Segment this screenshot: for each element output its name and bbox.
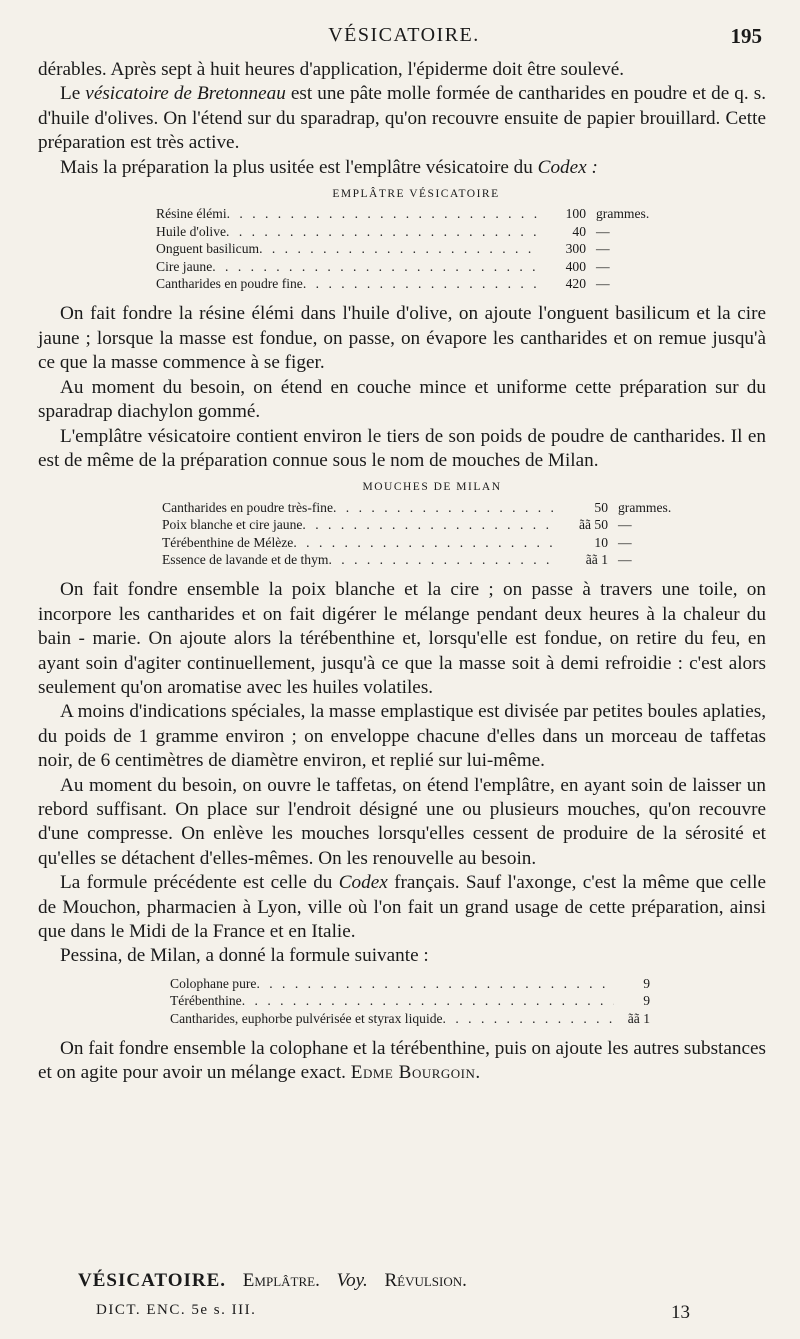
author-signature: Edme Bourgoin.: [350, 1062, 481, 1084]
recipe-title: MOUCHES DE MILAN: [362, 481, 502, 494]
text-run: Mais la préparation la plus usitée est l'emplâtre vésicatoire du: [60, 156, 538, 178]
ingredient-unit: —: [596, 258, 610, 274]
voy-link-label: Voy.: [336, 1270, 368, 1291]
leader-dots: [333, 499, 554, 516]
ingredient-name: Poix blanche et cire jaune: [162, 517, 303, 533]
ingredient-qty: 420: [565, 276, 586, 292]
leader-dots: [227, 205, 540, 222]
recipe-row: [156, 240, 676, 257]
running-title: VÉSICATOIRE.: [328, 24, 480, 46]
leader-dots: [293, 534, 554, 551]
recipe-row: [162, 499, 702, 516]
paragraph-1: dérables. Après sept à huit heures d'application, l'épiderme doit être soulevé.: [38, 59, 625, 80]
ingredient-qty: 400: [565, 258, 586, 274]
leader-dots: [328, 551, 554, 568]
ingredient-unit: grammes.: [596, 206, 650, 222]
paragraph-9: Au moment du besoin, on ouvre le taffetas, on étend l'emplâtre, en ayant soin de laisser un rebord suffisant. On place sur l'endroit désigné une ou plusieurs mouches, qu'on recouvre d'une compresse. On enlève les mouches lorsqu'elles cessent de produire de la sérosité et qu'elles se détachent d'elles-mêmes. On les renouvelle au besoin.: [38, 774, 766, 869]
paragraph-7: On fait fondre ensemble la poix blanche et la cire ; on passe à travers une toile, on incorpore les cantharides et on fait digérer le mélange pendant deux heures à la chaleur du bain - marie. On ajoute alors la térébenthine et, lorsqu'elle est fondue, on retire du feu, en ayant soin d'agiter continuellement, jusqu'à ce que la masse soit à demi refroidie : c'est alors seulement qu'on aromatise avec les huiles volatiles.: [38, 579, 766, 698]
recipe-row: [162, 534, 702, 551]
page-body: [38, 58, 766, 1086]
leader-dots: [259, 240, 540, 257]
ingredient-qty: 40: [572, 223, 586, 239]
leader-dots: [443, 1010, 614, 1027]
ingredient-qty: 50: [594, 499, 608, 515]
paragraph-2: [38, 82, 766, 155]
ingredient-name: Cantharides en poudre très-fine: [162, 499, 333, 515]
paragraph-3: [38, 156, 766, 180]
ingredient-name: Térébenthine de Mélèze: [162, 534, 294, 550]
ingredient-qty: ãã 50: [578, 517, 608, 533]
recipe-row: [156, 223, 676, 240]
ingredient-qty: 100: [565, 206, 586, 222]
ingredient-unit: —: [618, 551, 632, 567]
print-footer: [96, 1302, 690, 1323]
leader-dots: [303, 275, 540, 292]
paragraph-10: [38, 871, 766, 944]
ingredient-unit: —: [596, 223, 610, 239]
paragraph-12: [38, 1037, 766, 1086]
recipe-pessina: [170, 975, 650, 1027]
recipe-emplatre-vesicatoire: [156, 186, 676, 292]
recipe-row: [156, 275, 676, 292]
recipe-row: [162, 551, 702, 568]
ingredient-unit: —: [596, 276, 610, 292]
paragraph-11: Pessina, de Milan, a donné la formule suivante :: [60, 945, 429, 967]
paragraph-6: L'emplâtre vésicatoire contient environ le tiers de son poids de poudre de cantharides. Il en est de même de la préparation connue sous le nom de mouches de Milan.: [38, 425, 766, 471]
italic-run: Codex :: [537, 156, 598, 178]
entry-word: VÉSICATOIRE.: [78, 1270, 227, 1291]
series-mark: DICT. ENC. 5e s. III.: [96, 1302, 257, 1318]
leader-dots: [226, 223, 540, 240]
paragraph-5: Au moment du besoin, on étend en couche mince et uniforme cette préparation sur du sparadrap diachylon gommé.: [38, 376, 766, 423]
ingredient-name: Cantharides, euphorbe pulvérisée et styrax liquide: [170, 1010, 443, 1026]
ingredient-name: Colophane pure: [170, 975, 257, 991]
ingredient-name: Résine élémi: [156, 206, 227, 222]
paragraph-8: A moins d'indications spéciales, la masse emplastique est divisée par petites boules aplaties, du poids de 1 gramme environ ; on enveloppe chacune d'elles dans un morceau de taffetas noir, de 6 centimètres de diamètre environ, et replié sur lui-même.: [38, 701, 766, 772]
recipe-row: [156, 205, 676, 222]
signature-mark: 13: [671, 1302, 690, 1323]
ingredient-unit: grammes.: [618, 499, 672, 515]
leader-dots: [302, 516, 554, 533]
ingredient-name: Essence de lavande et de thym: [162, 551, 329, 567]
ingredient-name: Térébenthine: [170, 993, 242, 1009]
recipe-title: EMPLÂTRE VÉSICATOIRE: [332, 188, 500, 201]
ingredient-qty: 9: [643, 975, 650, 991]
text-run: français. Sauf l'axonge, c'est la même que celle de Mouchon, pharmacien à Lyon, ville où l'on fait un grand usage de cette préparation, ainsi que dans le Midi de la France et en Italie.: [38, 872, 766, 943]
cross-reference: [78, 1270, 766, 1292]
reference-target: Révulsion.: [384, 1270, 467, 1291]
text-run: est une pâte molle formée de cantharides en poudre et de q. s. d'huile d'olives. On l'étend sur du sparadrap, qu'on recouvre ensuite de papier brouillard. Cette préparation est très active.: [38, 83, 766, 154]
ingredient-unit: —: [618, 534, 632, 550]
recipe-row: [170, 975, 650, 992]
ingredient-name: Onguent basilicum: [156, 241, 260, 257]
recipe-row: [170, 1010, 650, 1027]
text-run: Le: [60, 83, 86, 105]
leader-dots: [212, 258, 540, 275]
entry-sub: Emplâtre.: [242, 1270, 320, 1291]
leader-dots: [242, 992, 614, 1009]
recipe-mouches-de-milan: [162, 479, 702, 568]
ingredient-qty: ãã 1: [627, 1010, 650, 1026]
recipe-row: [162, 516, 702, 533]
ingredient-qty: 10: [594, 534, 608, 550]
ingredient-name: Huile d'olive: [156, 223, 227, 239]
leader-dots: [256, 975, 614, 992]
ingredient-name: Cire jaune: [156, 258, 213, 274]
ingredient-name: Cantharides en poudre fine: [156, 276, 303, 292]
ingredient-unit: —: [596, 241, 610, 257]
ingredient-unit: —: [618, 517, 632, 533]
paragraph-4: On fait fondre la résine élémi dans l'huile d'olive, on ajoute l'onguent basilicum et la cire jaune ; lorsque la masse est fondue, on passe, on évapore les cantharides et on remue jusqu'à ce que la masse commence à se figer.: [38, 303, 766, 374]
ingredient-qty: 300: [565, 241, 586, 257]
recipe-row: [170, 992, 650, 1009]
text-run: On fait fondre ensemble la colophane et la térébenthine, puis on ajoute les autres substances et on agite pour avoir un mélange exact.: [38, 1038, 766, 1084]
recipe-row: [156, 258, 676, 275]
running-header: [38, 24, 770, 54]
ingredient-qty: ãã 1: [585, 551, 608, 567]
italic-run: vésicatoire de Bretonneau: [85, 83, 286, 105]
italic-run: Codex: [338, 872, 388, 894]
ingredient-qty: 9: [643, 993, 650, 1009]
page-number: 195: [730, 24, 762, 48]
text-run: La formule précédente est celle du: [60, 872, 339, 894]
